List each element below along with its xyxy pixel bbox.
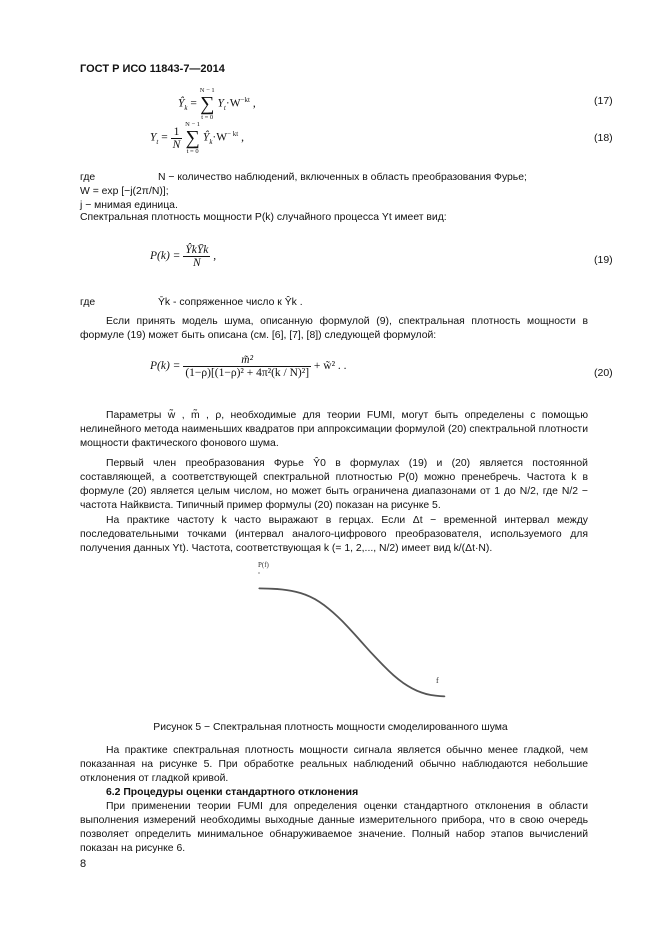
paragraph-3: Первый член преобразования Фурье Ŷ0 в формулах (19) и (20) является постоянной составляющей, а соответствующей спектральной плотностью P(0) можно пренебречь. Частота k в формуле (20) является целым числом, но может быть ограничена диапазонами от 1 до N/2, где N/2 − частота Найквиста. Типичный пример формулы (20) показан на рисунке 5. [80, 458, 588, 511]
eq20-number: (20) [594, 367, 613, 379]
chart-point-7 [323, 604, 324, 605]
chart-x-label: f [436, 676, 439, 685]
eq18-frac-num: 1 [171, 126, 183, 139]
chart-point-12 [370, 651, 371, 652]
chart-point-19 [435, 695, 436, 696]
eq17-term: Y [217, 97, 224, 110]
chart-point-14 [388, 671, 389, 672]
chart-point-9 [342, 621, 343, 622]
eq18-sum-top: N − 1 [185, 121, 201, 128]
chart-point-11 [361, 641, 362, 642]
eq19-num: ŶkȲk [185, 244, 209, 256]
chart-point-20 [444, 696, 445, 697]
eq18-frac-den: N [172, 138, 181, 151]
where-label: где [80, 172, 96, 183]
eq18-power: − kt [227, 129, 239, 138]
eq19-fraction [183, 244, 210, 269]
eq19-tail: , [213, 250, 217, 263]
standard-header: ГОСТ Р ИСО 11843-7—2014 [80, 63, 225, 75]
eq18-lhs: Y [150, 131, 157, 144]
eq18-fraction [171, 126, 183, 151]
paragraph-2: Параметры w̃ , m̃ , ρ, необходимые для теории FUMI, могут быть определены с помощью нелинейного метода наименьших квадратов при аппроксимации формулой (20) спектральной плотности мощности фактического фонового шума. [80, 410, 588, 449]
chart-point-10 [351, 631, 352, 632]
where2-label: где [80, 297, 96, 308]
paragraph-6: При применении теории FUMI для определения оценки стандартного отклонения в области выполнения измерений необходимы выходные данные измерительного прибора, что в свою очередь позволяет определить минимальное обнаруживаемое значение. Полный набор этапов вычислений показан на рисунке 6. [80, 801, 588, 854]
equation-19 [150, 244, 216, 269]
eq17-sum-bottom: t = 0 [201, 114, 214, 121]
chart-point-16 [407, 685, 408, 686]
eq17-sum: N − 1 ∑ t = 0 [199, 87, 215, 121]
eq17-power: −kt [240, 95, 250, 104]
chart-point-4 [296, 591, 297, 592]
chart-point-17 [416, 690, 417, 691]
eq17-lhs: Ŷ [178, 97, 185, 110]
chart-point-0 [258, 588, 259, 589]
section-heading: 6.2 Процедуры оценки стандартного отклонения [106, 787, 359, 798]
equation-17: $Ŷ_k$ = N − 1 ∑ t = 0 $Y_t\cdot W^{-kt}$ , [178, 87, 256, 121]
equation-18: $Y_t$ = $\frac{1}{N}$ N − 1 ∑ t = 0 $Ŷ_k\cdot W^{- kt}$ , [150, 121, 245, 155]
figure-5-caption: Рисунок 5 − Спектральная плотность мощности смоделированного шума [153, 722, 508, 733]
chart-point-18 [426, 694, 427, 695]
paragraph-4: На практике частоту k часто выражают в герцах. Если Δt − временной интервал между последовательными точками (интервал аналого-цифрового преобразователя, используемого для получения данных Yt). Частота, соответствующая k (= 1, 2,..., N/2) имеет вид k/(Δt·N). [80, 515, 588, 554]
eq18-sum: N − 1 ∑ t = 0 [185, 121, 201, 155]
eq18-term: Ŷ [202, 131, 210, 144]
eq18-lhs-sub: t [156, 137, 159, 146]
chart-point-2 [277, 588, 278, 589]
eq17-lhs-sub: k [184, 103, 188, 112]
eq19-number: (19) [594, 254, 613, 266]
chart-point-1 [268, 588, 269, 589]
eq18-number: (18) [594, 132, 613, 144]
chart-points [258, 588, 445, 697]
where2-text: Ȳk - сопряженное число к Ŷk . [158, 297, 303, 308]
figure-5-chart [240, 558, 480, 708]
chart-point-8 [333, 612, 334, 613]
paragraph-5: На практике спектральная плотность мощности сигнала является обычно менее гладкой, чем показанная на рисунке 5. При обработке реальных наблюдений обычно наблюдаются небольшие отклонения от гладкой кривой. [80, 745, 588, 784]
eq17-sum-top: N − 1 [199, 87, 215, 94]
eq18-sum-bottom: t = 0 [186, 148, 199, 155]
eq20-fraction [183, 354, 311, 379]
where-line-1: N − количество наблюдений, включенных в область преобразования Фурье; [158, 172, 527, 183]
chart-point-3 [286, 590, 287, 591]
eq17-number: (17) [594, 95, 613, 107]
chart-series-line [259, 588, 445, 696]
chart-point-5 [305, 594, 306, 595]
eq20-den: (1−ρ)[(1−ρ)² + 4π²(k / N)²] [185, 367, 310, 379]
where-line-3: j − мнимая единица. [80, 200, 178, 211]
chart-point-15 [398, 679, 399, 680]
eq19-lhs: P(k) = [150, 250, 181, 263]
page-number: 8 [80, 858, 87, 870]
paragraph-1: Если принять модель шума, описанную формулой (9), спектральная плотность мощности в формуле (19) может быть описана (см. [6], [7], [8]) следующей формулой: [80, 316, 588, 341]
eq17-tail: , [252, 97, 256, 110]
eq19-den: N [192, 257, 201, 269]
eq18-tail: , [241, 131, 245, 144]
eq17-op: ·W [225, 97, 241, 110]
where-line-2: W = exp [−j(2π/N)]; [80, 186, 169, 197]
chart-point-6 [314, 598, 315, 599]
equation-20 [150, 354, 347, 379]
eq20-num: m̃² [241, 354, 254, 366]
eq17-term-sub: t [223, 103, 226, 112]
chart-point-13 [379, 661, 380, 662]
eq20-tail: + w̃² . . [313, 360, 347, 373]
chart-y-label: P(f) [258, 561, 269, 569]
eq18-term-sub: k [209, 137, 213, 146]
eq18-op: ·W [212, 131, 228, 144]
eq20-lhs: P(k) = [150, 360, 181, 373]
where-line-4: Спектральная плотность мощности P(k) случайного процесса Yt имеет вид: [80, 212, 447, 223]
